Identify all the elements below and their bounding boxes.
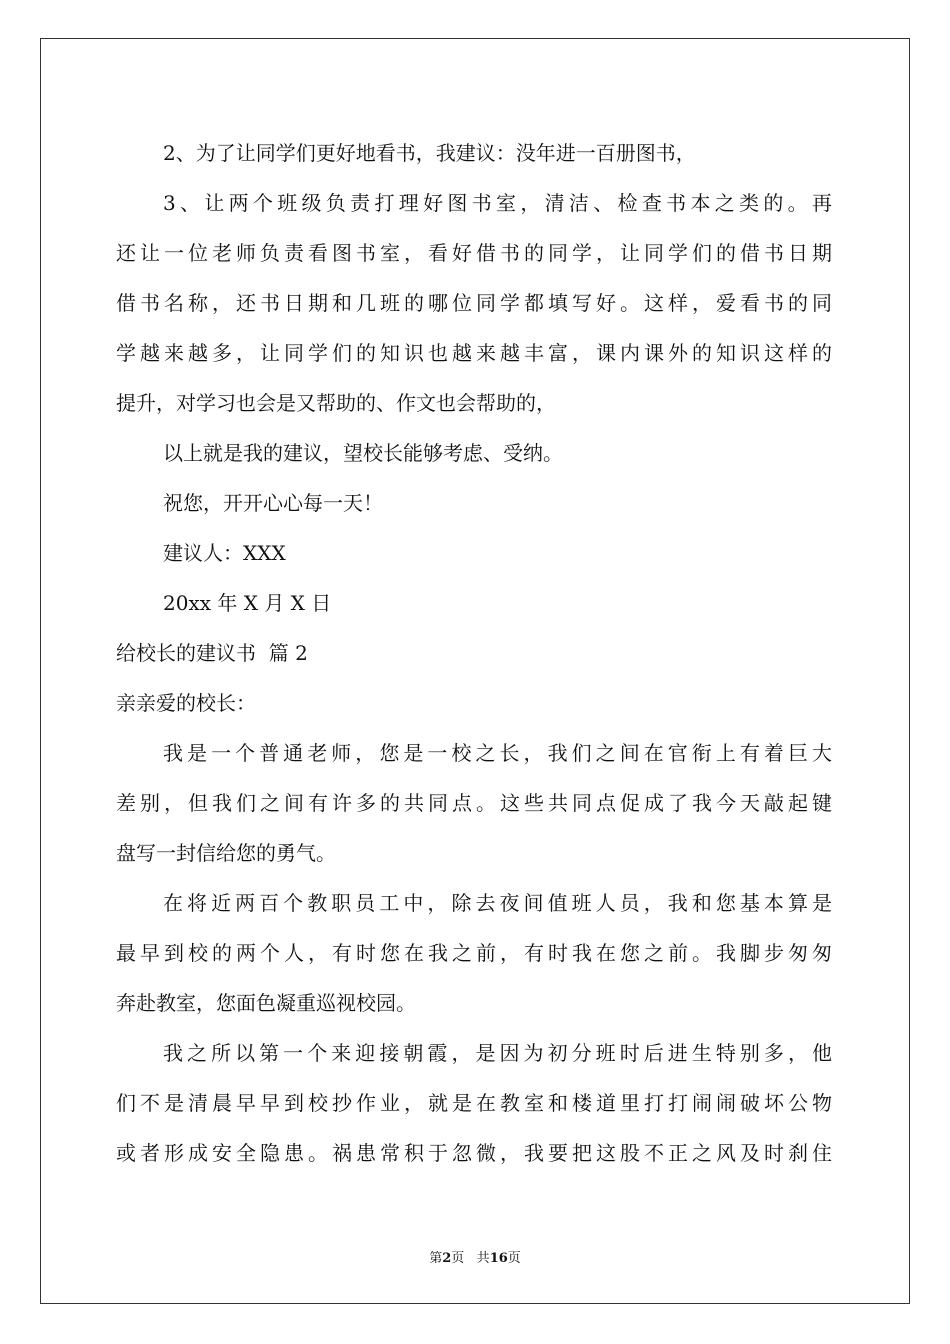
paragraph-line: 2、为了让同学们更好地看书，我建议：没年进一百册图书， <box>163 141 696 165</box>
paragraph-line: 我之所以第一个来迎接朝霞，是因为初分班时后进生特别多，他 <box>163 1041 832 1065</box>
paragraph-line: 提升，对学习也会是又帮助的、作文也会帮助的， <box>116 391 556 415</box>
paragraph-line: 最早到校的两个人，有时您在我之前，有时我在您之前。我脚步匆匆 <box>116 941 832 965</box>
salutation-line: 亲亲爱的校长： <box>116 691 256 715</box>
paragraph-line: 借书名称，还书日期和几班的哪位同学都填写好。这样，爱看书的同 <box>116 291 832 315</box>
footer-total-suffix: 页 <box>507 1251 521 1266</box>
paragraph-line: 差别，但我们之间有许多的共同点。这些共同点促成了我今天敲起键 <box>116 791 832 815</box>
closing-line: 以上就是我的建议，望校长能够考虑、受纳。 <box>163 441 563 465</box>
footer-prefix: 第 <box>429 1251 443 1266</box>
paragraph-line: 奔赴教室，您面色凝重巡视校园。 <box>116 991 416 1015</box>
greeting-line: 祝您，开开心心每一天！ <box>163 491 383 515</box>
paragraph-line: 我是一个普通老师，您是一校之长，我们之间在官衔上有着巨大 <box>163 741 832 765</box>
page-footer <box>0 1250 950 1268</box>
section-heading: 给校长的建议书 篇 2 <box>116 641 308 665</box>
footer-total-prefix: 共 <box>476 1251 490 1266</box>
paragraph-line: 还让一位老师负责看图书室，看好借书的同学，让同学们的借书日期 <box>116 241 832 265</box>
footer-page-suffix: 页 <box>451 1251 465 1266</box>
total-pages-number: 16 <box>489 1251 508 1266</box>
date-line: 20xx 年 X 月 X 日 <box>163 591 332 615</box>
paragraph-line: 或者形成安全隐患。祸患常积于忽微，我要把这股不正之风及时刹住 <box>116 1141 832 1165</box>
paragraph-line: 3、让两个班级负责打理好图书室，清洁、检查书本之类的。再 <box>163 191 832 215</box>
paragraph-line: 在将近两百个教职员工中，除去夜间值班人员，我和您基本算是 <box>163 891 832 915</box>
paragraph-line: 盘写一封信给您的勇气。 <box>116 841 336 865</box>
current-page-number: 2 <box>442 1251 452 1266</box>
document-body <box>116 128 832 1178</box>
signature-line: 建议人：XXX <box>163 541 286 565</box>
paragraph-line: 学越来越多，让同学们的知识也越来越丰富，课内课外的知识这样的 <box>116 341 832 365</box>
paragraph-line: 们不是清晨早早到校抄作业，就是在教室和楼道里打打闹闹破坏公物 <box>116 1091 832 1115</box>
